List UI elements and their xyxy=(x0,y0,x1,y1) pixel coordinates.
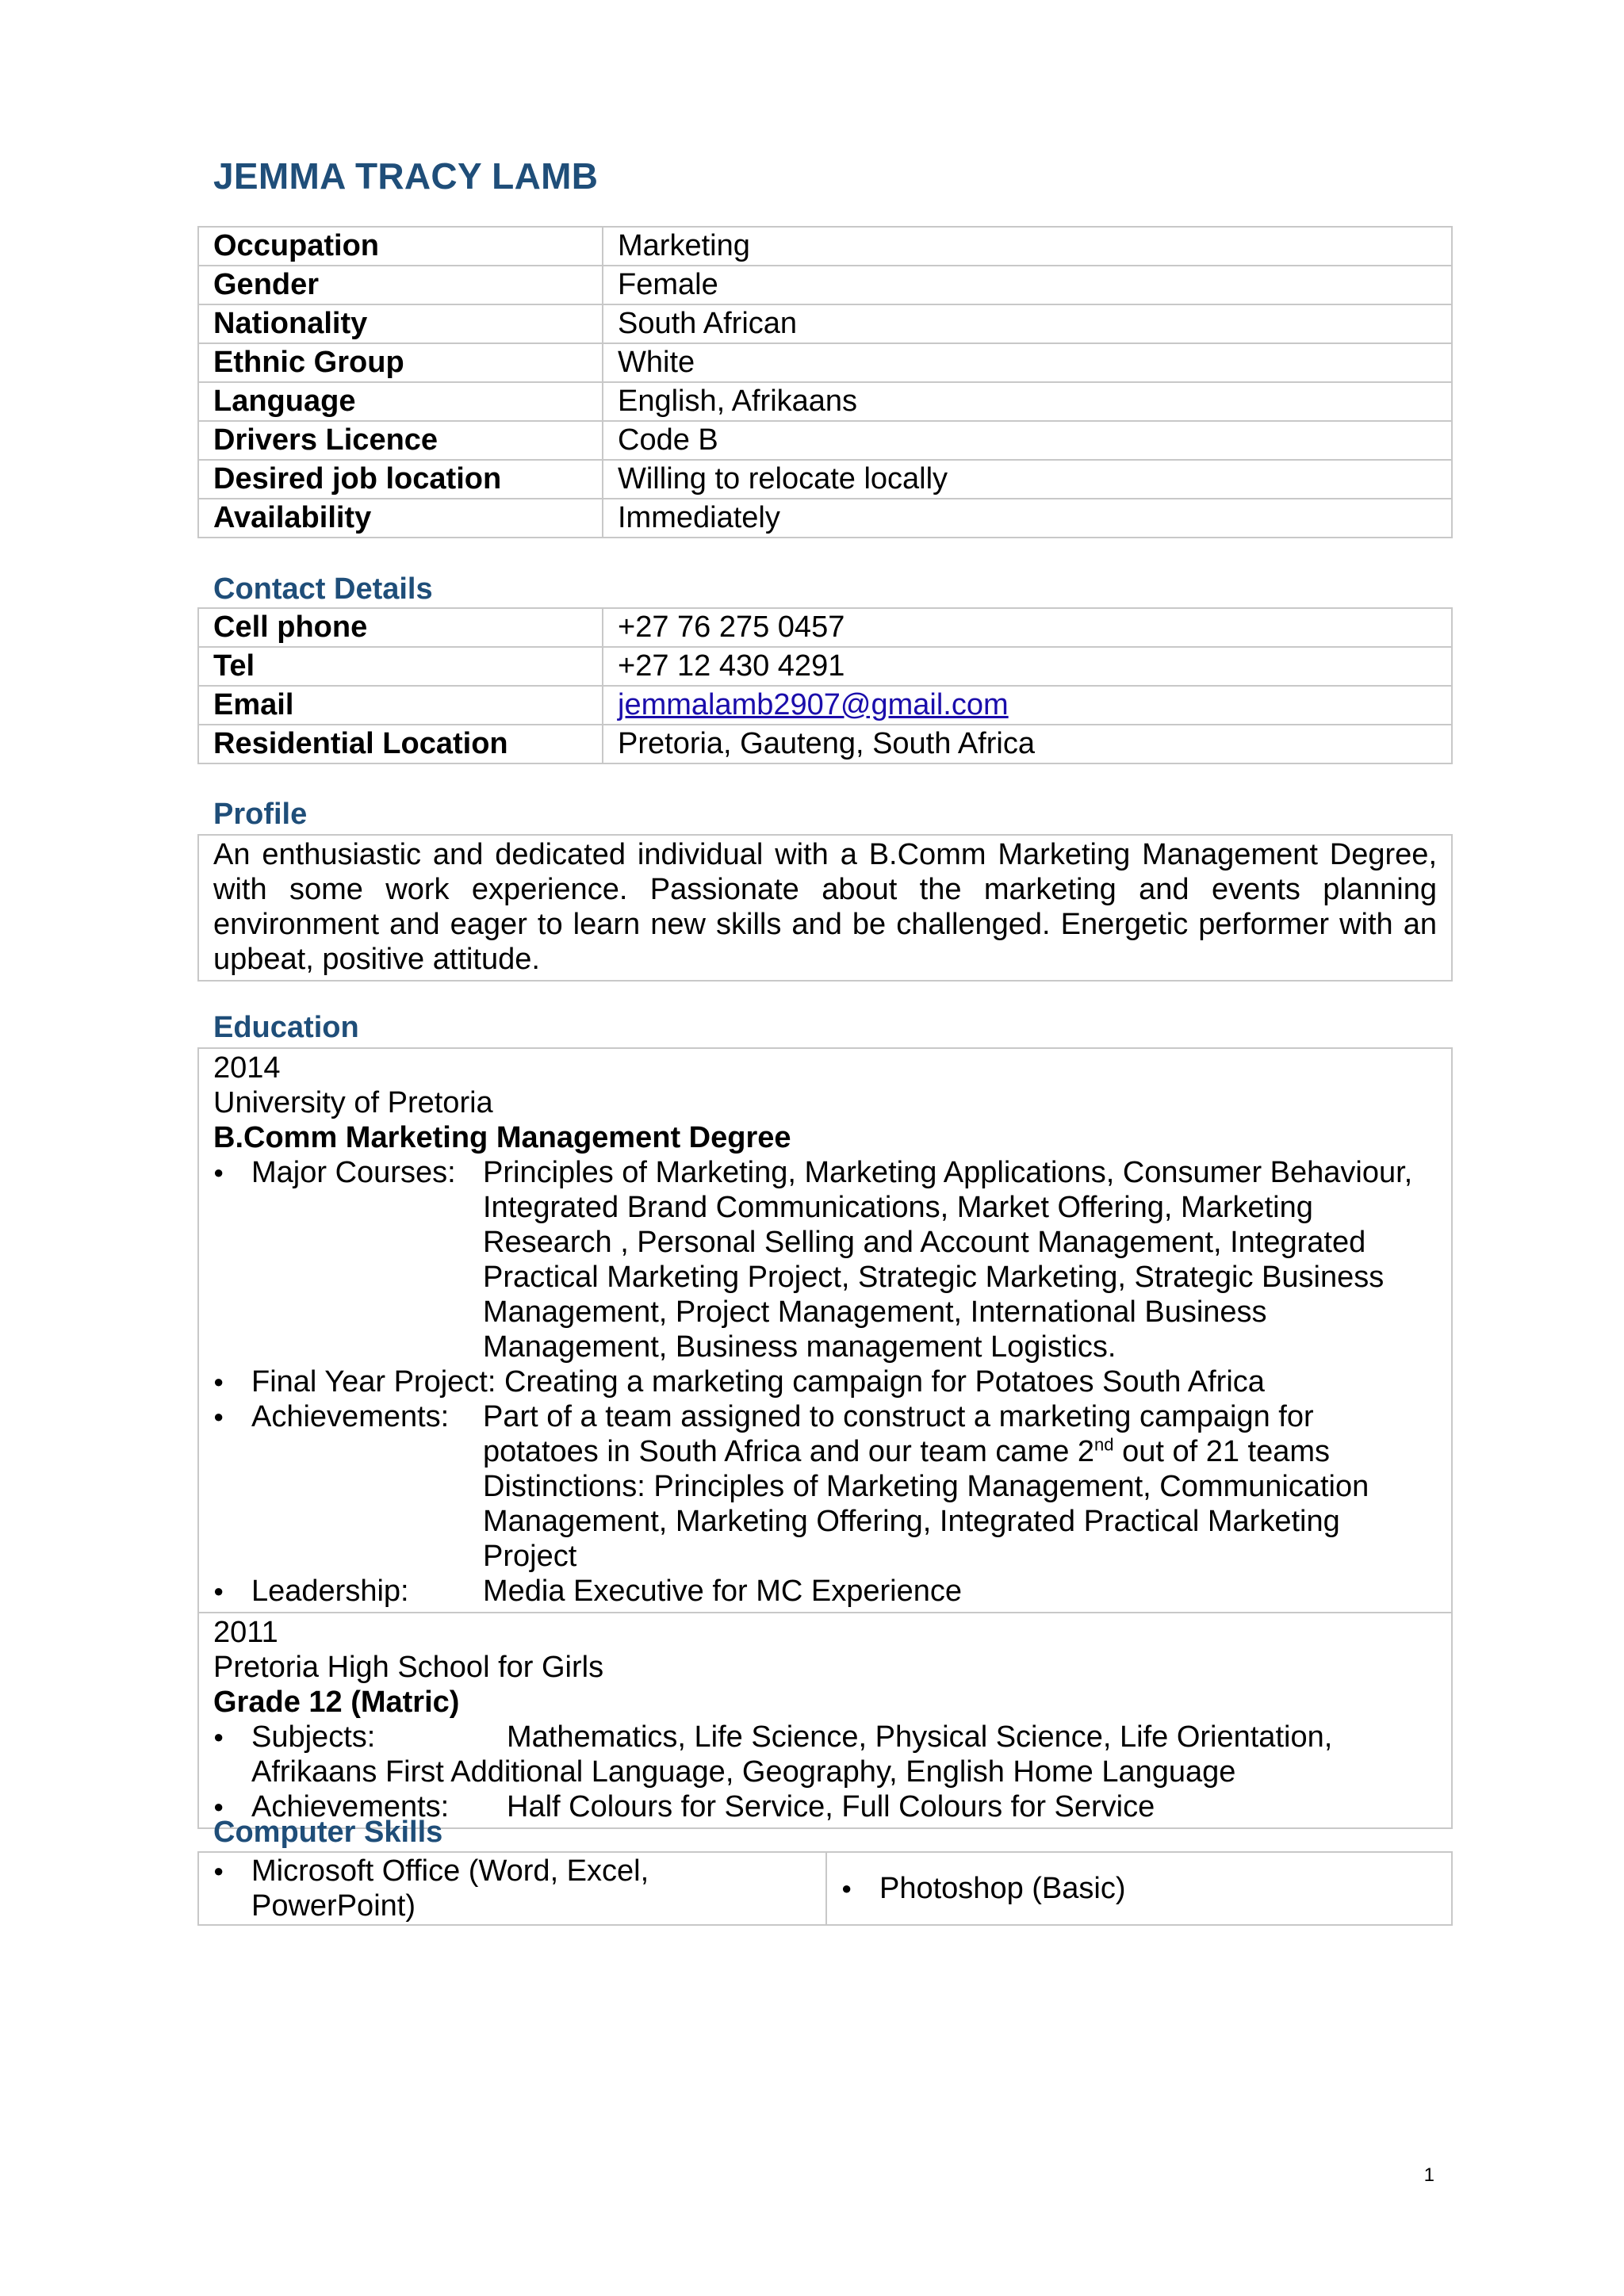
table-row xyxy=(198,266,1452,304)
bullet-icon: ● xyxy=(841,1878,852,1898)
education-entry-school xyxy=(199,1612,1451,1827)
list-item xyxy=(213,1155,1437,1364)
row-value: Willing to relocate locally xyxy=(603,460,1452,499)
row-label: Tel xyxy=(198,647,603,686)
achievement-item: Distinctions: Principles of Marketing Management, Communication Management, Marketing Offering, Integrated Practical Marketing Project xyxy=(483,1470,1369,1573)
row-label: Nationality xyxy=(198,304,603,343)
table-row xyxy=(198,343,1452,382)
row-value: Female xyxy=(603,266,1452,304)
skill-cell xyxy=(199,1853,827,1924)
list-item xyxy=(213,1574,1437,1609)
table-row xyxy=(198,686,1452,725)
profile-heading: Profile xyxy=(213,798,308,831)
row-value: Code B xyxy=(603,421,1452,460)
skill-item: Microsoft Office (Word, Excel, PowerPoint) xyxy=(251,1854,649,1923)
bullet-icon: ● xyxy=(213,1372,224,1391)
list-item xyxy=(841,1871,1126,1906)
contact-details-table xyxy=(197,607,1453,764)
education-entry-university xyxy=(199,1049,1451,1612)
courses-value: Principles of Marketing, Marketing Applications, Consumer Behaviour, Integrated Brand Communications, Market Offering, Marketing Research , Personal Selling and Account Management, Integrated Practical Marketing Project, Strategic Marketing, Strategic Business Management, Project Management, International Business Management, Business management Logistics. xyxy=(483,1156,1413,1364)
education-details-list xyxy=(213,1155,1437,1609)
subjects-value: Mathematics, Life Science, Physical Science, Life Orientation, xyxy=(507,1720,1333,1754)
row-value: English, Afrikaans xyxy=(603,382,1452,421)
bullet-icon: ● xyxy=(213,1861,224,1881)
table-row xyxy=(198,499,1452,538)
education-year: 2014 xyxy=(213,1051,281,1085)
list-item xyxy=(213,1720,1437,1789)
computer-skills-heading: Computer Skills xyxy=(213,1816,443,1849)
achievements-label: Achievements: xyxy=(251,1400,450,1433)
row-label: Email xyxy=(198,686,603,725)
subjects-label: Subjects: xyxy=(251,1720,376,1754)
table-row xyxy=(198,647,1452,686)
email-link[interactable]: jemmalamb2907@gmail.com xyxy=(618,688,1009,721)
bullet-icon: ● xyxy=(213,1162,224,1182)
row-value: South African xyxy=(603,304,1452,343)
education-institution: University of Pretoria xyxy=(213,1086,493,1119)
row-value: Marketing xyxy=(603,227,1452,266)
row-label: Language xyxy=(198,382,603,421)
table-row xyxy=(198,227,1452,266)
table-row xyxy=(198,608,1452,647)
page-number: 1 xyxy=(1423,2164,1434,2186)
education-details-list xyxy=(213,1720,1437,1824)
list-item xyxy=(213,1399,1437,1574)
subjects-value-continued: Afrikaans First Additional Language, Geography, English Home Language xyxy=(251,1755,1236,1789)
skill-cell xyxy=(827,1853,1451,1924)
row-label: Availability xyxy=(198,499,603,538)
row-value: +27 12 430 4291 xyxy=(603,647,1452,686)
leadership-value: Media Executive for MC Experience xyxy=(483,1575,963,1608)
computer-skills-box xyxy=(197,1851,1453,1926)
row-label: Cell phone xyxy=(198,608,603,647)
achievement-item: Part of a team assigned to construct a marketing campaign for potatoes in South Africa and our team came 2nd out of 21 teams xyxy=(483,1400,1331,1468)
bullet-icon: ● xyxy=(213,1797,224,1816)
skill-item: Photoshop (Basic) xyxy=(879,1872,1126,1905)
education-box xyxy=(197,1047,1453,1829)
achievements-value: Half Colours for Service, Full Colours for Service xyxy=(507,1790,1155,1823)
table-row xyxy=(198,382,1452,421)
candidate-name: JEMMA TRACY LAMB xyxy=(213,155,599,197)
row-value: Pretoria, Gauteng, South Africa xyxy=(603,725,1452,763)
contact-details-heading: Contact Details xyxy=(213,572,433,606)
education-qualification: B.Comm Marketing Management Degree xyxy=(213,1121,791,1154)
table-row xyxy=(198,460,1452,499)
row-value xyxy=(603,686,1452,725)
profile-text: An enthusiastic and dedicated individual with a B.Comm Marketing Management Degree, with some work experience. Passionate about the marketing and events planning environment and eager to learn new skills and be challenged. Energetic performer with an upbeat, positive attitude. xyxy=(213,838,1437,976)
bullet-icon: ● xyxy=(213,1727,224,1747)
profile-box xyxy=(197,834,1453,982)
row-value: +27 76 275 0457 xyxy=(603,608,1452,647)
list-item xyxy=(213,1854,695,1923)
leadership-label: Leadership: xyxy=(251,1575,409,1608)
table-row xyxy=(198,421,1452,460)
row-label: Gender xyxy=(198,266,603,304)
row-label: Ethnic Group xyxy=(198,343,603,382)
achievements-label: Achievements: xyxy=(251,1790,450,1823)
education-institution: Pretoria High School for Girls xyxy=(213,1651,604,1684)
courses-label: Major Courses: xyxy=(251,1156,456,1189)
education-year: 2011 xyxy=(213,1616,278,1649)
list-item xyxy=(213,1364,1437,1399)
final-year-project: Final Year Project: Creating a marketing campaign for Potatoes South Africa xyxy=(251,1365,1265,1399)
row-value: White xyxy=(603,343,1452,382)
row-value: Immediately xyxy=(603,499,1452,538)
row-label: Desired job location xyxy=(198,460,603,499)
table-row xyxy=(198,304,1452,343)
education-qualification: Grade 12 (Matric) xyxy=(213,1686,460,1719)
personal-details-table xyxy=(197,226,1453,538)
row-label: Occupation xyxy=(198,227,603,266)
bullet-icon: ● xyxy=(213,1581,224,1601)
bullet-icon: ● xyxy=(213,1406,224,1426)
table-row xyxy=(198,725,1452,763)
education-heading: Education xyxy=(213,1011,359,1044)
row-label: Residential Location xyxy=(198,725,603,763)
row-label: Drivers Licence xyxy=(198,421,603,460)
